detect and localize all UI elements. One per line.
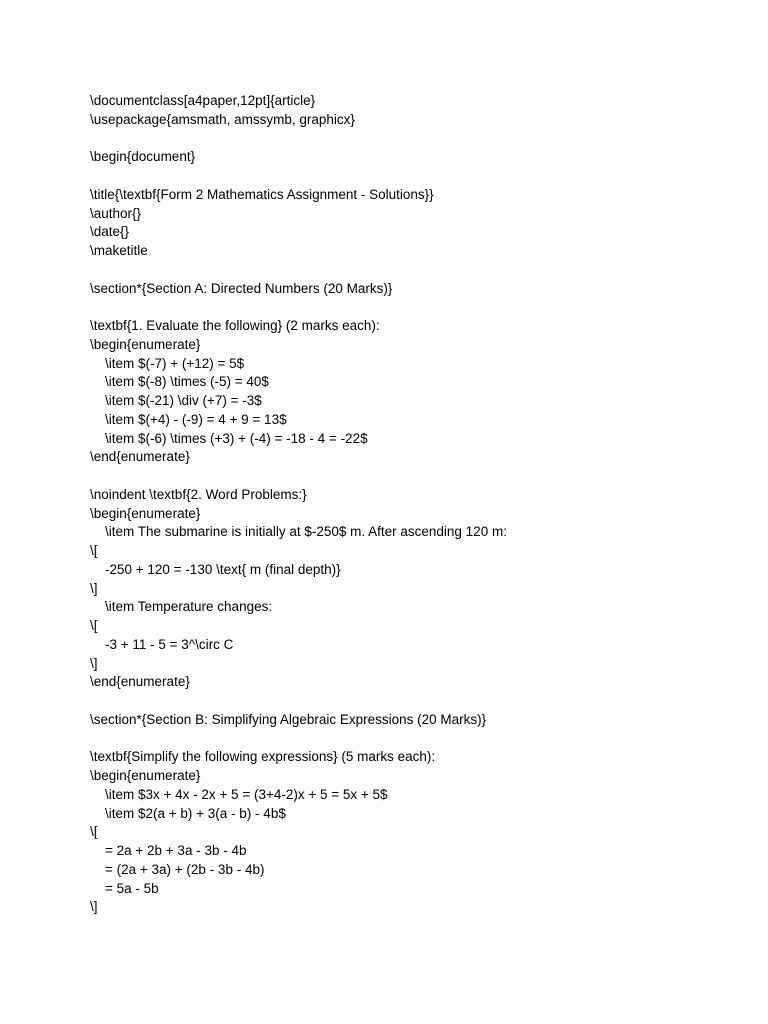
source-line: \item The submarine is initially at $-250$ m. After ascending 120 m: xyxy=(105,524,507,540)
source-line: \begin{enumerate} xyxy=(90,505,201,521)
source-line: = 2a + 2b + 3a - 3b - 4b xyxy=(105,843,247,858)
source-line: \item Temperature changes: xyxy=(105,599,273,615)
source-line: \] xyxy=(90,580,98,596)
blank-line xyxy=(90,730,730,749)
document-body xyxy=(90,92,730,917)
source-line: \] xyxy=(90,899,98,915)
source-line: \[ xyxy=(90,543,98,558)
source-line: \item $(-21) \div (+7) = -3$ xyxy=(105,393,262,408)
source-line: \end{enumerate} xyxy=(90,449,190,465)
source-line: \begin{enumerate} xyxy=(90,336,201,352)
blank-line xyxy=(90,692,730,711)
source-line: \item $(-7) + (+12) = 5$ xyxy=(105,355,245,371)
source-line: \usepackage{amsmath, amssymb, graphicx} xyxy=(90,111,355,127)
source-line: \title{\textbf{Form 2 Mathematics Assignment - Solutions}} xyxy=(90,186,434,202)
source-line: \date{} xyxy=(90,224,130,240)
source-line: -250 + 120 = -130 \text{ m (final depth)} xyxy=(105,561,341,577)
source-line: \item $(-6) \times (+3) + (-4) = -18 - 4 = -22$ xyxy=(105,430,368,446)
blank-line xyxy=(90,467,730,486)
source-line: \author{} xyxy=(90,205,142,221)
source-line: = 5a - 5b xyxy=(105,880,159,896)
source-line: \[ xyxy=(90,824,98,840)
source-line: \item $3x + 4x - 2x + 5 = (3+4-2)x + 5 = 5x + 5$ xyxy=(105,786,388,802)
source-line: \section*{Section B: Simplifying Algebraic Expressions (20 Marks)} xyxy=(90,711,487,727)
source-line: \end{enumerate} xyxy=(90,674,190,690)
source-line: \documentclass[a4paper,12pt]{article} xyxy=(90,93,316,108)
source-line: = (2a + 3a) + (2b - 3b - 4b) xyxy=(105,861,265,877)
source-line: \textbf{Simplify the following expressions} (5 marks each): xyxy=(90,749,436,765)
source-line: \section*{Section A: Directed Numbers (20 Marks)} xyxy=(90,280,393,296)
blank-line xyxy=(90,167,730,186)
source-line: \noindent \textbf{2. Word Problems:} xyxy=(90,486,307,502)
blank-line xyxy=(90,130,730,149)
source-line: -3 + 11 - 5 = 3^\circ C xyxy=(105,636,234,652)
source-line: \textbf{1. Evaluate the following} (2 marks each): xyxy=(90,318,380,333)
source-line: \maketitle xyxy=(90,243,148,258)
source-line: \item $(+4) - (-9) = 4 + 9 = 13$ xyxy=(105,411,287,427)
document-page xyxy=(90,92,730,917)
blank-line xyxy=(90,298,730,317)
source-line: \begin{enumerate} xyxy=(90,768,201,783)
source-line: \] xyxy=(90,655,98,671)
source-line: \item $(-8) \times (-5) = 40$ xyxy=(105,374,269,390)
source-line: \begin{document} xyxy=(90,149,196,165)
blank-line xyxy=(90,261,730,280)
source-line: \[ xyxy=(90,618,98,633)
source-line: \item $2(a + b) + 3(a - b) - 4b$ xyxy=(105,805,286,821)
